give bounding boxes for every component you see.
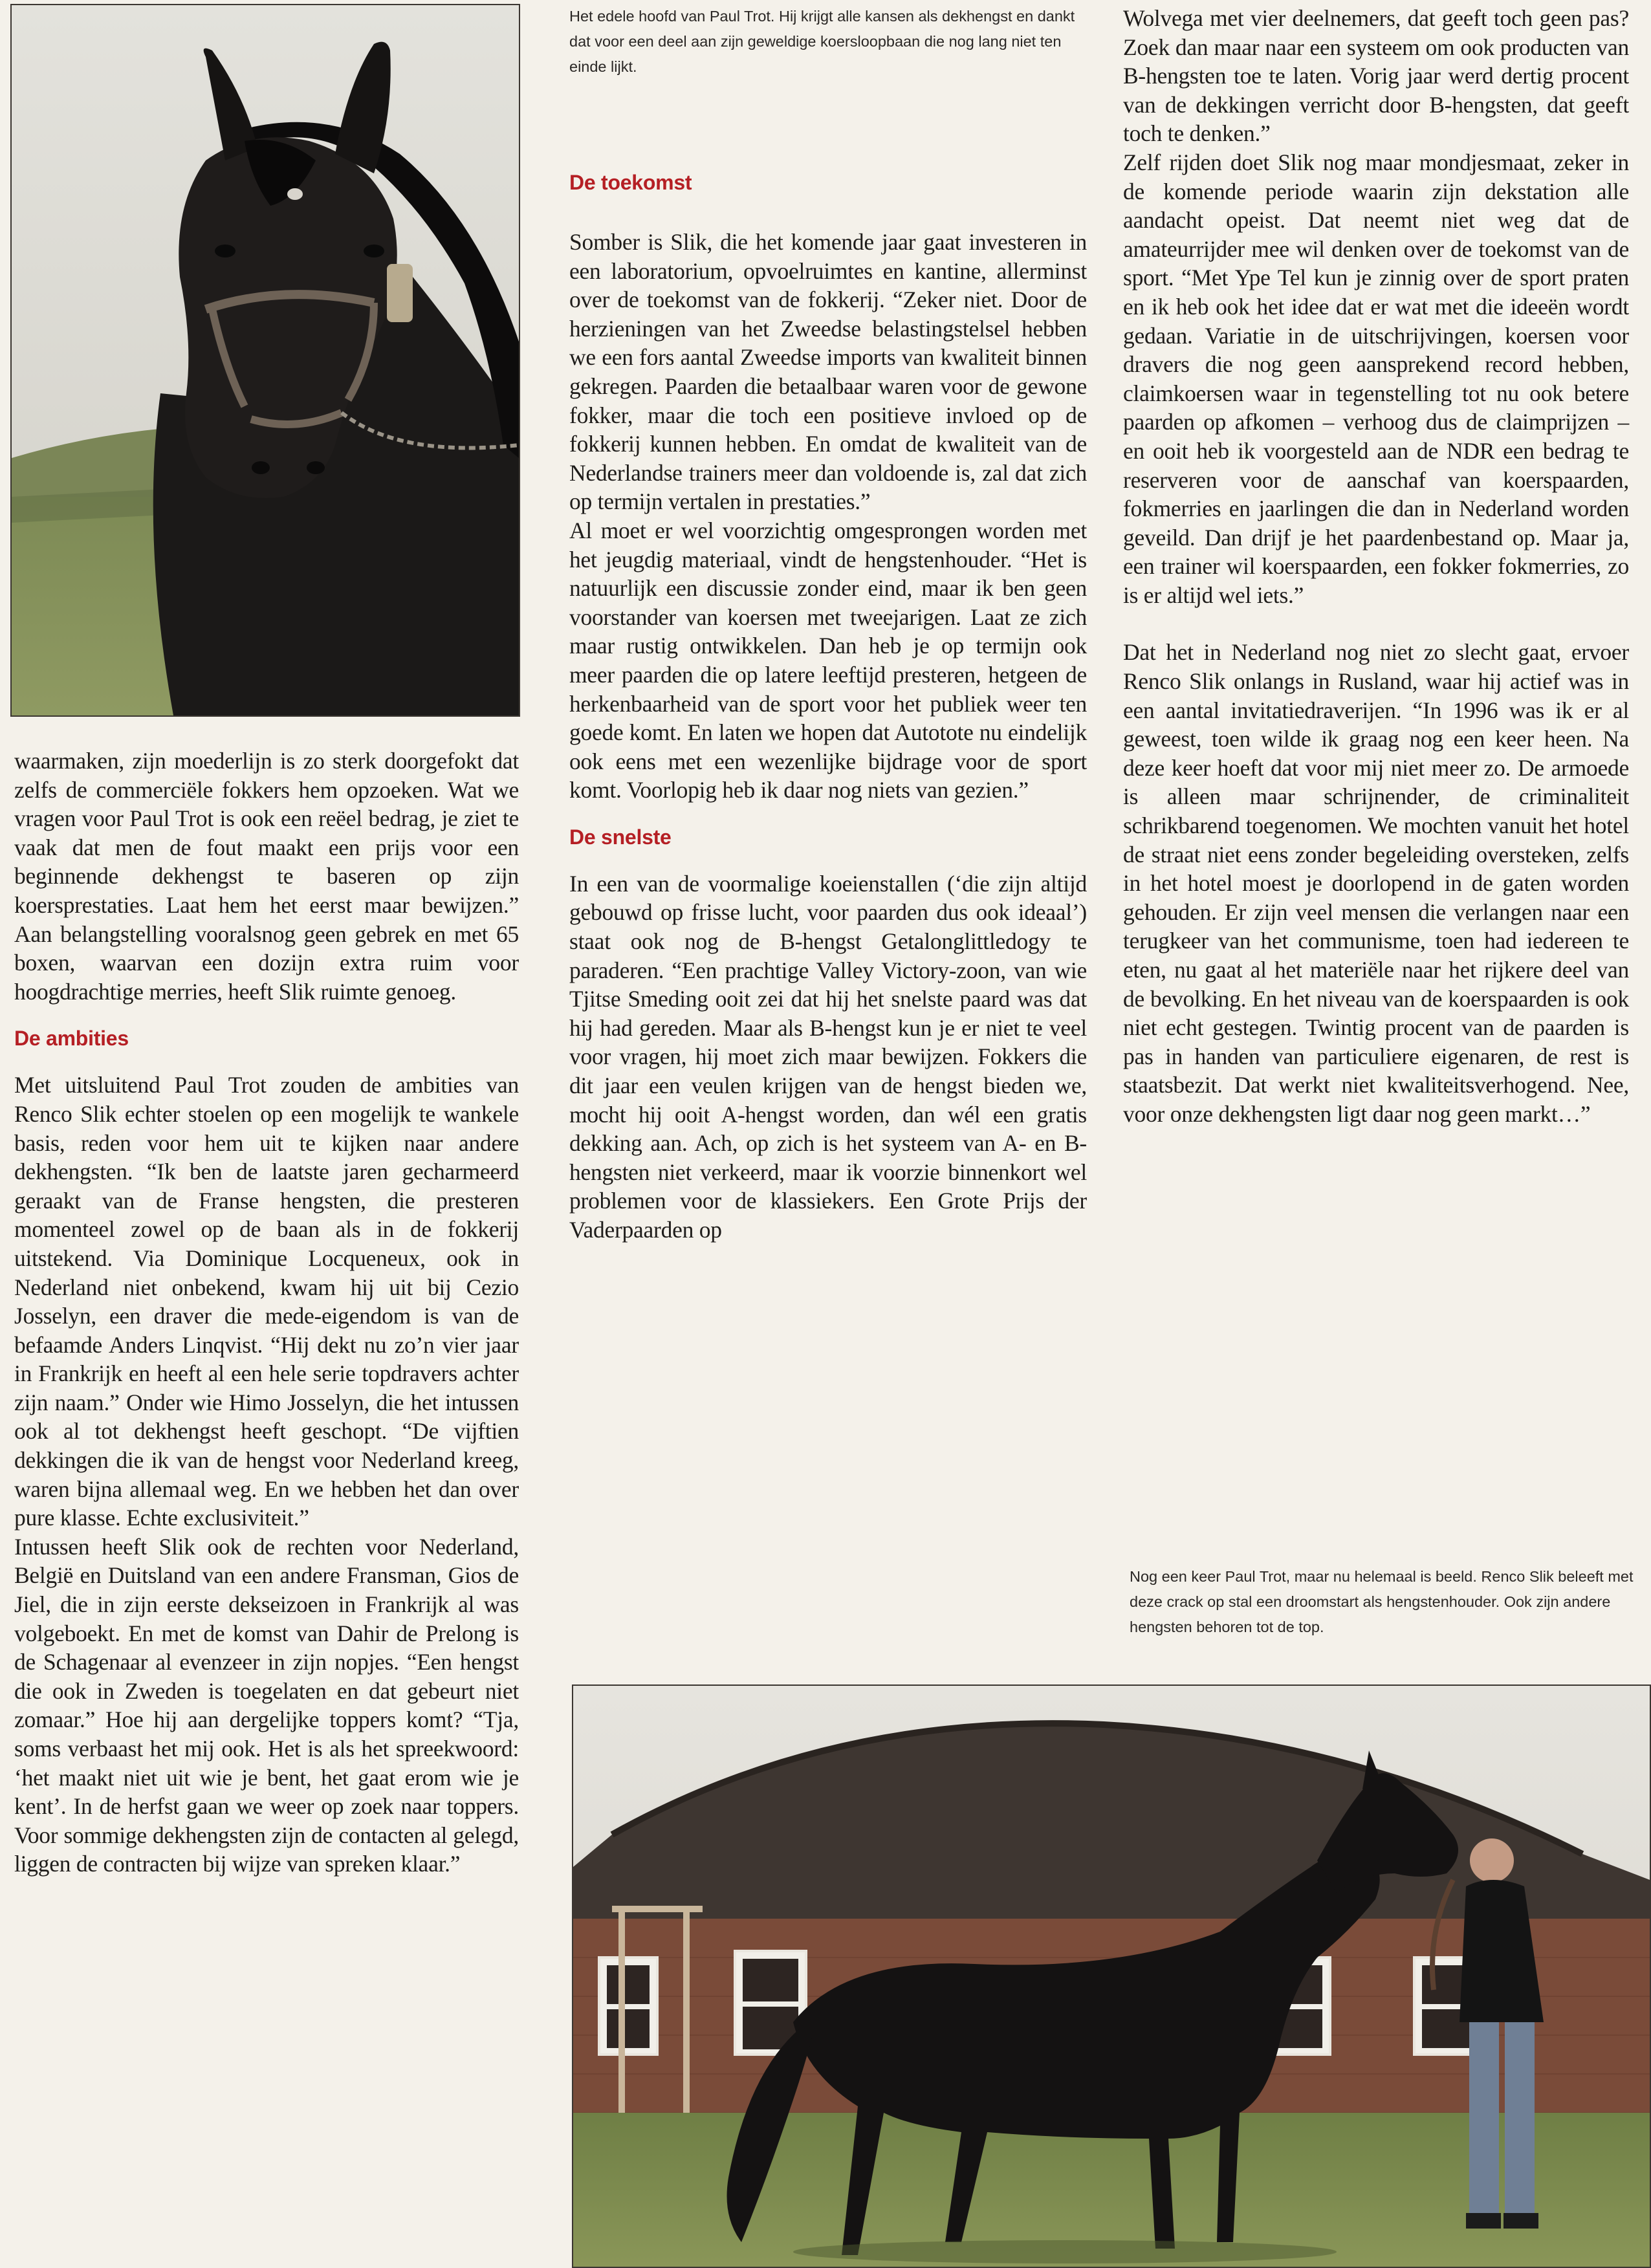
heading-de-ambities: De ambities <box>14 1027 129 1051</box>
column-3-paragraph-3: Dat het in Nederland nog niet zo slecht gaat, ervoer Renco Slik onlangs in Rusland, waar hij actief was in een aantal invitatiedraverijen. “In 1996 was ik er al geweest, toen wilde ik graag nog een keer heen. Na deze keer hoeft dat voor mij niet meer zo. De armoede is alleen maar schrijnender, de criminaliteit schrikbarend toegenomen. We mochten vanuit het hotel de straat niet eens zonder begeleiding oversteken, zelfs in het hotel moest je doorlopend in de gaten worden gehouden. Er zijn veel mensen die verlangen naar een terugkeer van het communisme, toen had iedereen te eten, nu gaat al het materiële naar het rijkere deel van de bevolking. En het niveau van de koerspaarden is ook niet echt gestegen. Twintig procent van de paarden is pas in handen van particuliere eigenaren, de rest is staatsbezit. Dat werkt niet kwaliteitsverhogend. Nee, voor onze dekhengsten ligt daar nog geen markt…” <box>1123 639 1629 1127</box>
column-3 <box>1123 4 1629 1129</box>
caption-top <box>569 4 1080 80</box>
farm-scene-illustration <box>573 1686 1650 2267</box>
column-2-paragraph-2: Al moet er wel voorzichtig omgesprongen worden met het jeugdig materiaal, vindt de hengstenhouder. “Het is natuurlijk een discussie zonder eind, maar ik ben geen voorstander van koersen met tweejarigen. Laat ze zich maar rustig ontwikkelen. Dan heb je op termijn ook meer paarden die op latere leeftijd presteren, hetgeen de herkenbaarheid van de sport voor het publiek weer ten goede komt. En laten we hopen dat Autotote nu eindelijk ook eens met een wezenlijke bijdrage voor de sport komt. Voorlopig heb ik daar nog niets van gezien.” <box>569 517 1087 803</box>
photo-horse-head <box>10 4 520 717</box>
column-3-paragraph-2: Zelf rijden doet Slik nog maar mondjesmaat, zeker in de komende periode waarin zijn dekstation alle aandacht opeist. Dat neemt niet weg dat de amateurrijder mee wil denken over de toekomst van de sport. “Met Ype Tel kun je zinnig over de sport praten en ik heb ook het idee dat er wat met die ideeën wordt gedaan. Variatie in de uitschrijvingen, koersen voor dravers die nog geen aansprekend record hebben, claimkoersen waar in tegenstelling tot nu ook betere paarden op afkomen – verhoog dus de claimprijzen – en ooit heb ik voorgesteld aan de NDR een bedrag te reserveren voor de aanschaf van koerspaarden, fokmerries en jaarlingen die dan in Nederland worden geveild. Dan drijf je het paardenbestand op. Maar ja, een trainer wil koerspaarden, een fokker fokmerries, zo is er altijd wel iets.” <box>1123 149 1629 608</box>
horse-head-illustration <box>12 5 519 715</box>
column-3-paragraph-1: Wolvega met vier deelnemers, dat geeft toch geen pas? Zoek dan maar naar een systeem om ook producten van B-hengsten toe te laten. Vorig jaar werd dertig procent van de dekkingen verricht door B-hengsten, dat geeft toch te denken.” <box>1123 5 1629 147</box>
column-1-paragraph-2: Met uitsluitend Paul Trot zouden de ambities van Renco Slik echter stoelen op een mogelijk te wankele basis, reden voor hem uit te kijken naar andere dekhengsten. “Ik ben de laatste jaren gecharmeerd geraakt van de Franse hengsten, die presteren momenteel zowel op de baan als in de fokkerij uitstekend. Via Dominique Locqueneux, ook in Nederland niet onbekend, kwam hij uit bij Cezio Josselyn, een draver die mede-eigendom is van de befaamde Anders Linqvist. “Hij dekt nu zo’n vier jaar in Frankrijk en heeft al een hele serie topdravers achter zijn naam.” Onder wie Himo Josselyn, die het intussen ook al tot dekhengst heeft geschopt. “De vijftien dekkingen die ik van de hengst voor Nederland kreeg, waren bijna allemaal weg. En we hebben het dan over pure klasse. Echte exclusiviteit.” <box>14 1072 519 1531</box>
heading-de-toekomst: De toekomst <box>569 171 692 194</box>
column-2-paragraph-1: Somber is Slik, die het komende jaar gaat investeren in een laboratorium, opvoelruimtes en kantine, allerminst over de toekomst van de fokkerij. “Zeker niet. Door de herzieningen van het Zweedse belastingstelsel hebben we een fors aantal Zweedse imports van kwaliteit binnen gekregen. Paarden die betaalbaar waren voor de gewone fokker, maar die toch een positieve invloed op de fokkerij kunnen hebben. En omdat de kwaliteit van de Nederlandse trainers meer dan voldoende is, zal dat zich op termijn vertalen in prestaties.” <box>569 229 1087 515</box>
caption-bottom-text: Nog een keer Paul Trot, maar nu helemaal is beeld. Renco Slik beleeft met deze crack op stal een droomstart als hengstenhouder. Ook zijn andere hengsten behoren tot de top. <box>1130 1568 1634 1635</box>
column-1-paragraph-3: Intussen heeft Slik ook de rechten voor Nederland, België en Duitsland van een andere Fransman, Gios de Jiel, die in zijn eerste dekseizoen in Frankrijk al was volgeboekt. En met de komst van Dahir de Prelong is de Schagenaar al evenzeer in zijn nopjes. “Een hengst die ook in Zweden is toegelaten en dat gebeurt niet zomaar.” Hoe hij aan dergelijke toppers komt? “Tja, soms verbaast het mij ook. Het is als het spreekwoord: ‘het maakt niet uit wie je bent, het gaat erom wie je kent’. In de herfst gaan we weer op zoek naar toppers. Voor sommige dekhengsten zijn de contacten al gelegd, liggen de contracten bij wijze van spreken klaar.” <box>14 1533 519 1877</box>
photo-horse-with-handler <box>572 1685 1651 2268</box>
heading-de-snelste: De snelste <box>569 825 672 849</box>
column-1 <box>14 747 519 1879</box>
column-1-paragraph-1: waarmaken, zijn moederlijn is zo sterk doorgefokt dat zelfs de commerciële fokkers hem opzoeken. Wat we vragen voor Paul Trot is ook een reëel bedrag, je ziet te vaak dat men de fout maakt een prijs voor een beginnende dekhengst te baseren op zijn koersprestaties. Laat hem het eerst maar bewijzen.” Aan belangstelling vooralsnog geen gebrek en met 65 boxen, waarvan een dozijn extra ruim voor hoogdrachtige merries, heeft Slik ruimte genoeg. <box>14 748 519 1005</box>
caption-bottom <box>1130 1564 1634 1640</box>
caption-top-text: Het edele hoofd van Paul Trot. Hij krijgt alle kansen als dekhengst en dankt dat voor een deel aan zijn geweldige koersloopbaan die nog lang niet ten einde lijkt. <box>569 8 1075 75</box>
column-2-paragraph-3: In een van de voormalige koeienstallen (‘die zijn altijd gebouwd op frisse lucht, voor paarden dus ook ideaal’) staat ook nog de B-hengst Getalonglittledogy te paraderen. “Een prachtige Valley Victory-zoon, van wie Tjitse Smeding ooit zei dat hij het snelste paard was dat hij had gereden. Maar als B-hengst kun je er niet te veel voor vragen, hij moet zich maar bewijzen. Fokkers die dit jaar een veulen krijgen van de hengst bieden we, mocht hij ooit A-hengst worden, dan wél een gratis dekking aan. Ach, op zich is het systeem van A- en B-hengsten niet verkeerd, maar ik voorzie binnenkort wel problemen voor de klassiekers. Een Grote Prijs der Vaderpaarden op <box>569 870 1087 1243</box>
column-2 <box>569 169 1087 1245</box>
